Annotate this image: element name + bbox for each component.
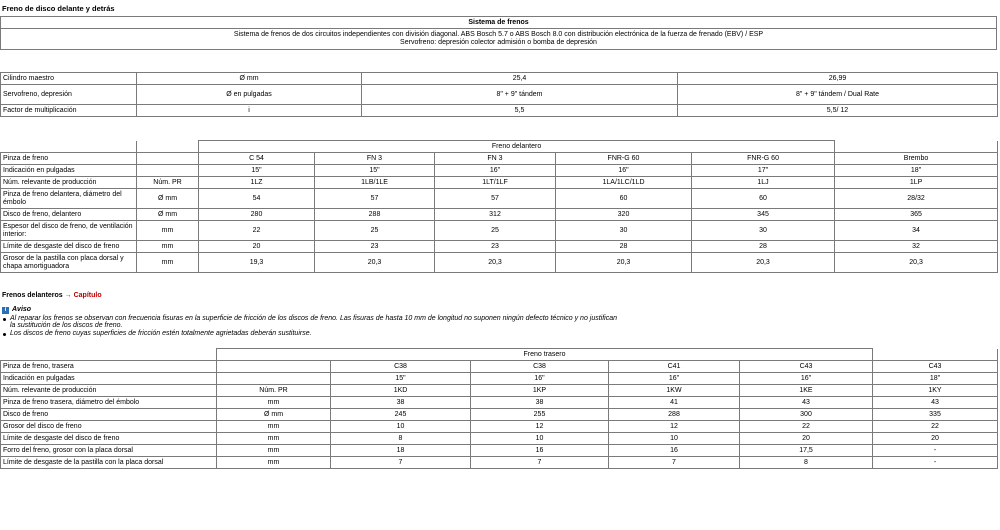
row-value: 17" bbox=[692, 165, 835, 177]
row-value: 365 bbox=[835, 209, 998, 221]
row-value: 8" + 9" tándem / Dual Rate bbox=[678, 85, 998, 105]
chapter-link-line bbox=[2, 292, 102, 299]
row-value: 10 bbox=[471, 433, 609, 445]
row-unit: mm bbox=[137, 241, 199, 253]
row-value: 32 bbox=[835, 241, 998, 253]
row-label: Forro del freno, grosor con la placa dorsal bbox=[1, 445, 217, 457]
row-value: C38 bbox=[471, 361, 609, 373]
row-value: Brembo bbox=[835, 153, 998, 165]
row-label: Pinza de freno bbox=[1, 153, 137, 165]
row-label: Disco de freno, delantero bbox=[1, 209, 137, 221]
row-unit: Núm. PR bbox=[217, 385, 331, 397]
row-label: Cilindro maestro bbox=[1, 73, 137, 85]
table-row bbox=[1, 457, 998, 469]
row-value: 16" bbox=[740, 373, 873, 385]
table-row bbox=[1, 409, 998, 421]
row-value: 30 bbox=[556, 221, 692, 241]
row-value: 7 bbox=[609, 457, 740, 469]
row-value: C38 bbox=[331, 361, 471, 373]
master-cylinder-table bbox=[0, 72, 998, 117]
notice-box bbox=[2, 306, 622, 337]
notice-item bbox=[2, 330, 622, 337]
row-value: 28 bbox=[692, 241, 835, 253]
row-value: 1LJ bbox=[692, 177, 835, 189]
row-value: - bbox=[873, 445, 998, 457]
row-value: 43 bbox=[740, 397, 873, 409]
row-value: 54 bbox=[199, 189, 315, 209]
row-unit: Ø mm bbox=[217, 409, 331, 421]
row-unit bbox=[217, 361, 331, 373]
row-value: 16" bbox=[556, 165, 692, 177]
table-row bbox=[1, 165, 998, 177]
row-value: 345 bbox=[692, 209, 835, 221]
row-value: 8" + 9" tándem bbox=[362, 85, 678, 105]
front-header: Freno delantero bbox=[199, 141, 835, 153]
rear-brake-table bbox=[0, 348, 998, 469]
front-empty-unit bbox=[137, 141, 199, 153]
page-title: Freno de disco delante y detrás bbox=[2, 4, 115, 13]
row-label: Espesor del disco de freno, de ventilación interior: bbox=[1, 221, 137, 241]
row-value: 26,99 bbox=[678, 73, 998, 85]
row-value: 16 bbox=[471, 445, 609, 457]
row-value: C41 bbox=[609, 361, 740, 373]
row-unit bbox=[137, 165, 199, 177]
row-unit: mm bbox=[217, 445, 331, 457]
row-value: 7 bbox=[471, 457, 609, 469]
table-row bbox=[1, 209, 998, 221]
row-value: C 54 bbox=[199, 153, 315, 165]
rear-header: Freno trasero bbox=[217, 349, 873, 361]
row-value: 245 bbox=[331, 409, 471, 421]
table-row bbox=[1, 385, 998, 397]
row-value: 12 bbox=[471, 421, 609, 433]
row-label: Grosor del disco de freno bbox=[1, 421, 217, 433]
row-value: 1LZ bbox=[199, 177, 315, 189]
chapter-link[interactable]: Capítulo bbox=[73, 292, 102, 299]
row-value: 22 bbox=[199, 221, 315, 241]
row-label: Disco de freno bbox=[1, 409, 217, 421]
row-value: 1KD bbox=[331, 385, 471, 397]
row-value: 20 bbox=[740, 433, 873, 445]
row-value: 22 bbox=[873, 421, 998, 433]
row-value: 38 bbox=[471, 397, 609, 409]
row-label: Núm. relevante de producción bbox=[1, 385, 217, 397]
row-value: 23 bbox=[315, 241, 435, 253]
row-unit: mm bbox=[217, 457, 331, 469]
row-value: 57 bbox=[435, 189, 556, 209]
row-value: 16" bbox=[609, 373, 740, 385]
row-value: 25 bbox=[435, 221, 556, 241]
row-unit: mm bbox=[217, 421, 331, 433]
row-value: 20 bbox=[873, 433, 998, 445]
row-value: 28/32 bbox=[835, 189, 998, 209]
table-row bbox=[1, 85, 998, 105]
row-value: 22 bbox=[740, 421, 873, 433]
row-value: 20,3 bbox=[692, 253, 835, 273]
row-label: Servofreno, depresión bbox=[1, 85, 137, 105]
row-label: Pinza de freno delantera, diámetro del émbolo bbox=[1, 189, 137, 209]
row-value: 38 bbox=[331, 397, 471, 409]
row-value: 1KE bbox=[740, 385, 873, 397]
row-value: 28 bbox=[556, 241, 692, 253]
row-value: 34 bbox=[835, 221, 998, 241]
row-value: 320 bbox=[556, 209, 692, 221]
rear-empty-corner bbox=[1, 349, 217, 361]
row-label: Indicación en pulgadas bbox=[1, 373, 217, 385]
table-row bbox=[1, 241, 998, 253]
row-value: 15" bbox=[331, 373, 471, 385]
row-value: 41 bbox=[609, 397, 740, 409]
table-row bbox=[1, 445, 998, 457]
row-unit: mm bbox=[137, 221, 199, 241]
row-label: Pinza de freno, trasera bbox=[1, 361, 217, 373]
table-row bbox=[1, 373, 998, 385]
row-label: Grosor de la pastilla con placa dorsal y chapa amortiguadora bbox=[1, 253, 137, 273]
row-label: Pinza de freno trasera, diámetro del émbolo bbox=[1, 397, 217, 409]
row-value: 10 bbox=[609, 433, 740, 445]
row-value: 17,5 bbox=[740, 445, 873, 457]
row-unit: mm bbox=[217, 433, 331, 445]
bullet-icon bbox=[3, 333, 6, 336]
row-value: 20,3 bbox=[435, 253, 556, 273]
row-unit: mm bbox=[137, 253, 199, 273]
row-value: 1KW bbox=[609, 385, 740, 397]
row-value: 255 bbox=[471, 409, 609, 421]
row-value: FNR-G 60 bbox=[556, 153, 692, 165]
row-value: 20,3 bbox=[315, 253, 435, 273]
row-value: 16" bbox=[471, 373, 609, 385]
table-row bbox=[1, 361, 998, 373]
row-value: C43 bbox=[873, 361, 998, 373]
chapter-link-arrow: → bbox=[64, 292, 72, 299]
row-label: Límite de desgaste del disco de freno bbox=[1, 433, 217, 445]
row-value: 16" bbox=[435, 165, 556, 177]
row-value: 7 bbox=[331, 457, 471, 469]
row-value: 288 bbox=[315, 209, 435, 221]
row-unit bbox=[217, 373, 331, 385]
row-value: 23 bbox=[435, 241, 556, 253]
front-brake-table bbox=[0, 140, 998, 273]
row-value: 20 bbox=[199, 241, 315, 253]
row-value: 15" bbox=[199, 165, 315, 177]
row-value: 8 bbox=[331, 433, 471, 445]
row-unit: Ø en pulgadas bbox=[137, 85, 362, 105]
front-empty-last bbox=[835, 141, 998, 153]
row-label: Indicación en pulgadas bbox=[1, 165, 137, 177]
table-row bbox=[1, 153, 998, 165]
row-value: 60 bbox=[556, 189, 692, 209]
table-row bbox=[1, 397, 998, 409]
row-value: 1LB/1LE bbox=[315, 177, 435, 189]
row-label: Factor de multiplicación bbox=[1, 105, 137, 117]
row-value: 335 bbox=[873, 409, 998, 421]
system-description bbox=[1, 29, 997, 50]
row-value: 1LP bbox=[835, 177, 998, 189]
row-value: 1KP bbox=[471, 385, 609, 397]
row-value: 20,3 bbox=[835, 253, 998, 273]
table-row bbox=[1, 221, 998, 241]
row-value: 10 bbox=[331, 421, 471, 433]
system-line-1: Sistema de frenos de dos circuitos independientes con división diagonal. ABS Bosch 5.7 o ABS Bosch 8.0 con distribución electrónica de la fuerza de frenado (EBV) / ESP bbox=[233, 31, 764, 38]
table-row bbox=[1, 177, 998, 189]
row-unit: Ø mm bbox=[137, 209, 199, 221]
row-value: 57 bbox=[315, 189, 435, 209]
system-table bbox=[0, 16, 997, 50]
row-unit: i bbox=[137, 105, 362, 117]
row-value: 1LA/1LC/1LD bbox=[556, 177, 692, 189]
row-value: 15" bbox=[315, 165, 435, 177]
table-row bbox=[1, 73, 998, 85]
row-value: 43 bbox=[873, 397, 998, 409]
table-row bbox=[1, 253, 998, 273]
row-value: 300 bbox=[740, 409, 873, 421]
row-value: 20,3 bbox=[556, 253, 692, 273]
notice-title: Aviso bbox=[12, 306, 32, 313]
row-value: 1LT/1LF bbox=[435, 177, 556, 189]
row-value: 16 bbox=[609, 445, 740, 457]
system-line-2: Servofreno: depresión colector admisión o bomba de depresión bbox=[400, 39, 597, 46]
row-label: Límite de desgaste del disco de freno bbox=[1, 241, 137, 253]
row-label: Límite de desgaste de la pastilla con la placa dorsal bbox=[1, 457, 217, 469]
row-value: 12 bbox=[609, 421, 740, 433]
row-value: 8 bbox=[740, 457, 873, 469]
table-row bbox=[1, 105, 998, 117]
row-value: - bbox=[873, 457, 998, 469]
row-unit: Ø mm bbox=[137, 73, 362, 85]
info-icon: i bbox=[2, 307, 9, 314]
row-value: C43 bbox=[740, 361, 873, 373]
row-value: 60 bbox=[692, 189, 835, 209]
notice-item bbox=[2, 315, 622, 329]
notice-item-text: Los discos de freno cuyas superficies de fricción estén totalmente agrietadas deberán sustituirse. bbox=[10, 330, 312, 337]
row-unit bbox=[137, 153, 199, 165]
table-row bbox=[1, 189, 998, 209]
row-value: 5,5 bbox=[362, 105, 678, 117]
row-value: FNR-G 60 bbox=[692, 153, 835, 165]
row-value: 288 bbox=[609, 409, 740, 421]
chapter-link-text: Frenos delanteros bbox=[2, 292, 63, 299]
row-value: 18" bbox=[873, 373, 998, 385]
row-unit: mm bbox=[217, 397, 331, 409]
row-value: 280 bbox=[199, 209, 315, 221]
bullet-icon bbox=[3, 318, 6, 321]
table-row bbox=[1, 433, 998, 445]
row-value: 312 bbox=[435, 209, 556, 221]
row-value: 18 bbox=[331, 445, 471, 457]
row-unit: Núm. PR bbox=[137, 177, 199, 189]
table-row bbox=[1, 421, 998, 433]
row-value: FN 3 bbox=[435, 153, 556, 165]
row-value: 25,4 bbox=[362, 73, 678, 85]
row-value: 19,3 bbox=[199, 253, 315, 273]
rear-empty-last bbox=[873, 349, 998, 361]
notice-item-text: Al reparar los frenos se observan con frecuencia fisuras en la superficie de fricción de los discos de freno. Las fisuras de hasta 10 mm de longitud no suponen ningún defecto técnico y no justifican la sustitución de los discos de freno. bbox=[10, 315, 618, 329]
row-value: 18" bbox=[835, 165, 998, 177]
row-unit: Ø mm bbox=[137, 189, 199, 209]
system-header: Sistema de frenos bbox=[1, 17, 997, 29]
front-empty-corner bbox=[1, 141, 137, 153]
row-value: 1KY bbox=[873, 385, 998, 397]
row-value: 30 bbox=[692, 221, 835, 241]
row-value: 25 bbox=[315, 221, 435, 241]
row-label: Núm. relevante de producción bbox=[1, 177, 137, 189]
row-value: FN 3 bbox=[315, 153, 435, 165]
row-value: 5,5/ 12 bbox=[678, 105, 998, 117]
